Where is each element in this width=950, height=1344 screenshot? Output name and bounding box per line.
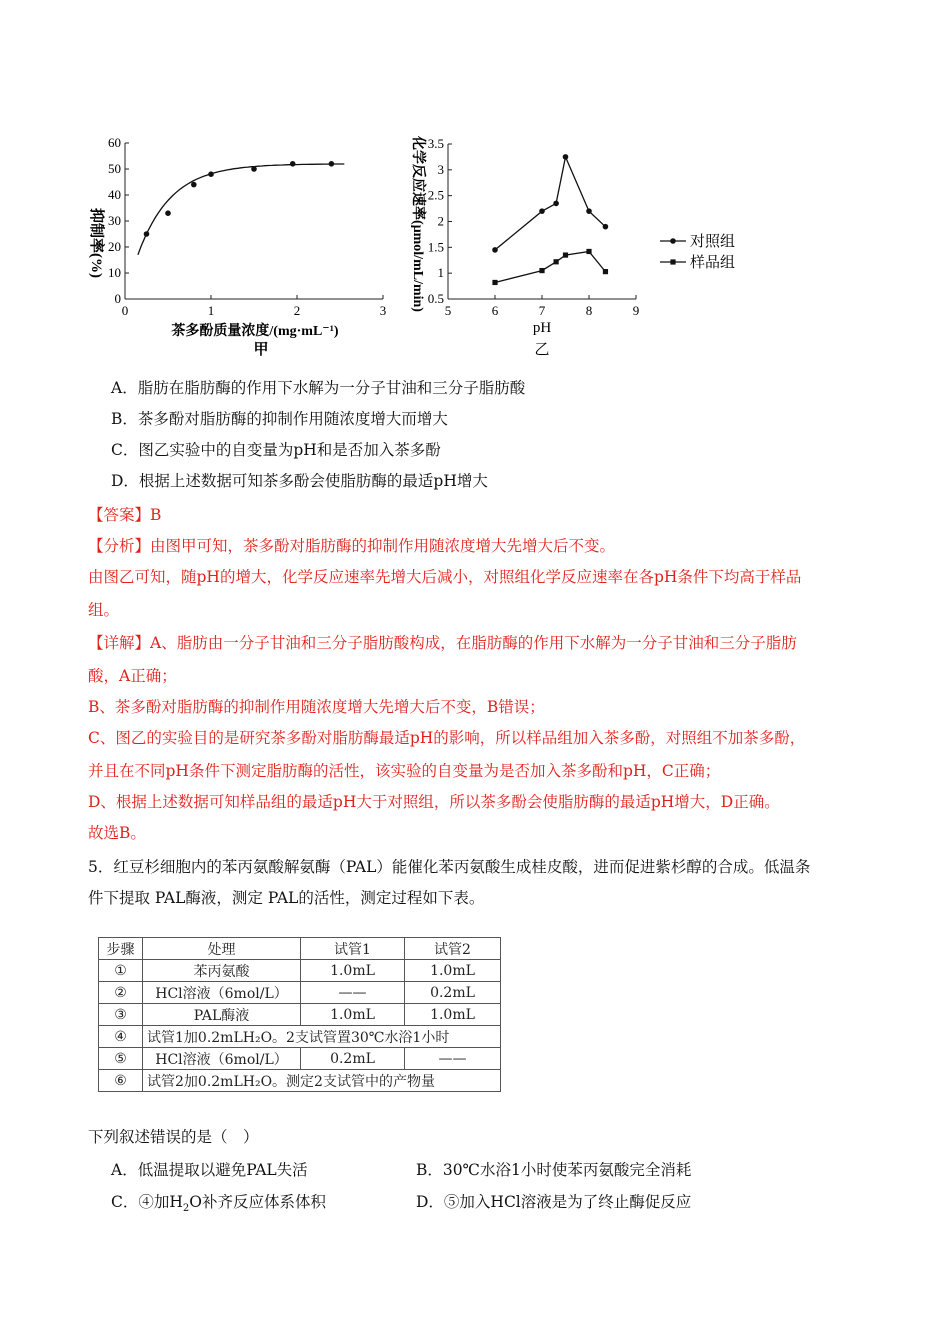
legend-label: 样品组	[690, 255, 736, 271]
data-point	[563, 252, 568, 257]
chart-caption: 甲	[253, 342, 269, 358]
table-cell: ①	[99, 960, 143, 982]
q5-option-b: B．30℃水浴1小时使苯丙氨酸完全消耗	[416, 1161, 692, 1179]
x-tick-label: 1	[207, 303, 215, 318]
table-cell: ④	[99, 1026, 143, 1048]
data-point	[208, 171, 214, 177]
y-tick-label: 10	[108, 265, 121, 280]
analysis-line-1: 【分析】由图甲可知，茶多酚对脂肪酶的抑制作用随浓度增大先增大后不变。	[88, 537, 616, 555]
y-tick-label: 0	[114, 291, 121, 306]
x-axis-label: 茶多酚质量浓度/(mg·mL⁻¹)	[171, 324, 339, 339]
data-point	[554, 259, 559, 264]
x-tick-label: 8	[585, 303, 593, 318]
y-tick-label: 40	[108, 187, 121, 202]
series-line-1	[495, 157, 605, 250]
table-header-row	[99, 938, 501, 960]
detail-line-1: 【详解】A、脂肪由一分子甘油和三分子脂肪酸构成，在脂肪酶的作用下水解为一分子甘油和三分子脂肪	[88, 634, 797, 652]
table-cell: HCl溶液（6mol/L）	[143, 982, 301, 1004]
table-cell: 苯丙氨酸	[143, 960, 301, 982]
q5-option-c-h: H	[169, 1193, 183, 1211]
table-cell: PAL酶液	[143, 1004, 301, 1026]
q5-option-d: D．⑤加入HCl溶液是为了终止酶促反应	[416, 1193, 692, 1211]
legend-marker	[670, 259, 675, 264]
x-tick-label: 0	[121, 303, 129, 318]
data-point	[191, 182, 197, 188]
table-cell: 1.0mL	[405, 960, 501, 982]
y-tick-label: 30	[108, 213, 121, 228]
detail-line-3: B、茶多酚对脂肪酶的抑制作用随浓度增大先增大后不变，B错误；	[88, 698, 545, 716]
q5-option-c-prefix: C．④加	[111, 1193, 170, 1211]
data-point	[492, 247, 498, 253]
data-point	[586, 208, 592, 214]
detail-line-2: 酸，A正确；	[88, 667, 177, 685]
q5-option-c	[111, 1192, 326, 1219]
table-cell: ——	[405, 1048, 501, 1070]
data-point	[553, 201, 559, 207]
option-a: A．脂肪在脂肪酶的作用下水解为一分子甘油和三分子脂肪酸	[111, 379, 526, 397]
option-d: D．根据上述数据可知茶多酚会使脂肪酶的最适pH增大	[111, 472, 488, 490]
table-cell-merged: 试管2加0.2mLH₂O。测定2支试管中的产物量	[143, 1070, 501, 1092]
analysis-line-2: 由图乙可知，随pH的增大，化学反应速率先增大后减小，对照组化学反应速率在各pH条件下均高于样品	[88, 568, 802, 586]
data-point	[165, 210, 171, 216]
data-point	[251, 166, 257, 172]
table-row	[99, 960, 501, 982]
legend-marker	[670, 238, 676, 244]
data-point	[603, 269, 608, 274]
q5-option-c-suffix: O补齐反应体系体积	[189, 1193, 326, 1211]
table-row	[99, 982, 501, 1004]
table-cell: ——	[301, 982, 405, 1004]
y-tick-label: 2.5	[427, 187, 444, 203]
option-b: B．茶多酚对脂肪酶的抑制作用随浓度增大而增大	[111, 410, 448, 428]
data-point	[539, 268, 544, 273]
table-cell: ②	[99, 982, 143, 1004]
x-tick-label: 6	[491, 303, 499, 318]
y-tick-label: 60	[108, 135, 121, 150]
y-tick-label: 0.5	[427, 291, 444, 306]
y-tick-label: 50	[108, 161, 121, 176]
table-header-cell: 试管2	[405, 938, 501, 960]
series-line-2	[495, 252, 605, 283]
answer: 【答案】B	[88, 506, 162, 524]
table-header-cell: 步骤	[99, 938, 143, 960]
data-point	[329, 161, 335, 167]
procedure-table	[98, 937, 501, 1092]
table-header-cell: 处理	[143, 938, 301, 960]
y-tick-label: 1	[437, 265, 444, 281]
table-row	[99, 1070, 501, 1092]
x-tick-label: 5	[444, 303, 452, 318]
x-tick-label: 3	[379, 303, 387, 318]
q5-option-a: A．低温提取以避免PAL失活	[111, 1161, 308, 1179]
table-cell: 1.0mL	[405, 1004, 501, 1026]
q5-stem-line-1: 5．红豆杉细胞内的苯丙氨酸解氨酶（PAL）能催化苯丙氨酸生成桂皮酸，进而促进紫杉醇的合成。低温条	[88, 858, 811, 876]
data-point	[603, 224, 609, 230]
table-cell: 1.0mL	[301, 1004, 405, 1026]
q5-prompt: 下列叙述错误的是（ ）	[88, 1128, 259, 1146]
y-tick-label: 1.5	[427, 239, 444, 255]
y-tick-label: 20	[108, 239, 121, 254]
y-axis-label: 化学反应速率(μmol/mL/min)	[410, 136, 425, 312]
x-tick-label: 2	[293, 303, 301, 318]
table-cell: 1.0mL	[301, 960, 405, 982]
conclusion: 故选B。	[88, 824, 146, 842]
data-point	[290, 161, 296, 167]
y-tick-label: 2	[437, 213, 444, 229]
chart-caption: 乙	[534, 342, 550, 358]
x-tick-label: 7	[538, 303, 546, 318]
option-c: C．图乙实验中的自变量为pH和是否加入茶多酚	[111, 441, 441, 459]
detail-line-4: C、图乙的实验目的是研究茶多酚对脂肪酶最适pH的影响，所以样品组加入茶多酚，对照组不加茶多酚，	[88, 729, 806, 747]
legend	[660, 233, 735, 271]
table-cell: ⑤	[99, 1048, 143, 1070]
legend-label: 对照组	[690, 234, 736, 250]
table-cell: ③	[99, 1004, 143, 1026]
table-row	[99, 1004, 501, 1026]
chart-inhibition-rate	[80, 125, 387, 360]
table-row	[99, 1048, 501, 1070]
data-point	[563, 154, 569, 160]
table-cell-merged: 试管1加0.2mLH₂O。2支试管置30℃水浴1小时	[143, 1026, 501, 1048]
fit-curve	[138, 164, 344, 255]
y-tick-label: 3	[437, 161, 444, 177]
table-cell: ⑥	[99, 1070, 143, 1092]
x-axis-label: pH	[532, 320, 552, 336]
table-row	[99, 1026, 501, 1048]
data-point	[492, 280, 497, 285]
table-cell: HCl溶液（6mol/L）	[143, 1048, 301, 1070]
data-point	[539, 208, 545, 214]
table-header-cell: 试管1	[301, 938, 405, 960]
x-tick-label: 9	[632, 303, 640, 318]
y-axis-label: 抑制率(%)	[88, 208, 104, 278]
q5-option-c-subscript: 2	[182, 1203, 190, 1215]
q5-stem-line-2: 件下提取 PAL酶液，测定 PAL的活性，测定过程如下表。	[88, 889, 485, 907]
analysis-line-3: 组。	[88, 601, 120, 619]
y-tick-label: 3.5	[427, 136, 444, 151]
detail-line-5: 并且在不同pH条件下测定脂肪酶的活性，该实验的自变量为是否加入茶多酚和pH，C正确；	[88, 762, 721, 780]
table-cell: 0.2mL	[405, 982, 501, 1004]
table-cell: 0.2mL	[301, 1048, 405, 1070]
chart-reaction-rate	[400, 112, 760, 362]
data-point	[144, 231, 150, 237]
data-point	[586, 249, 591, 254]
detail-line-6: D、根据上述数据可知样品组的最适pH大于对照组，所以茶多酚会使脂肪酶的最适pH增大，D正确。	[88, 793, 780, 811]
